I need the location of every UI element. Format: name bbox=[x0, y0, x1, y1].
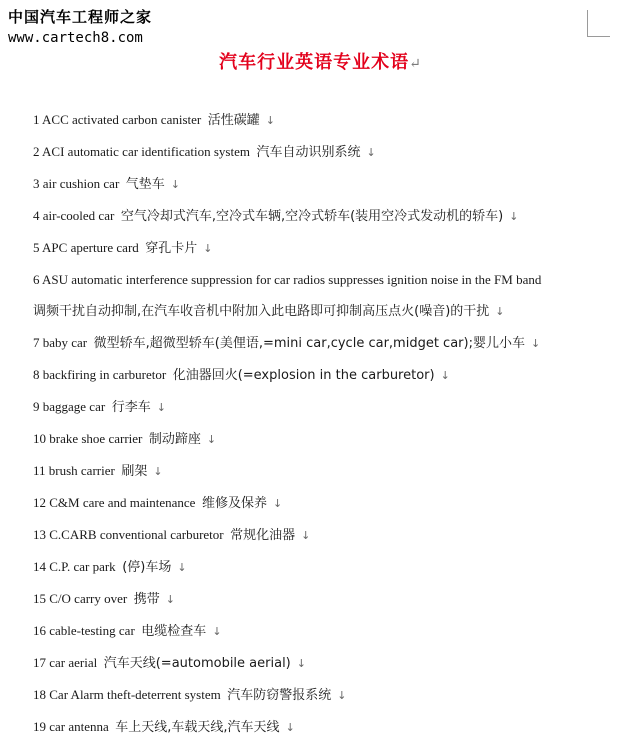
document-title bbox=[0, 48, 641, 74]
glossary-entry bbox=[33, 615, 633, 647]
entry-chinese: (停)车场 bbox=[122, 560, 172, 575]
glossary-entry bbox=[33, 423, 633, 455]
glossary-entry bbox=[33, 647, 633, 679]
entry-english: 12 C&M care and maintenance bbox=[33, 495, 196, 510]
glossary-entry bbox=[33, 711, 633, 743]
entry-english: 18 Car Alarm theft-deterrent system bbox=[33, 687, 221, 702]
line-break-mark-icon: ↓ bbox=[272, 497, 283, 510]
entry-english: 5 APC aperture card bbox=[33, 240, 139, 255]
entry-chinese: 车上天线,车载天线,汽车天线 bbox=[115, 720, 280, 735]
paragraph-mark-icon: ↵ bbox=[409, 56, 422, 72]
entry-english: 17 car aerial bbox=[33, 655, 98, 670]
glossary-entry bbox=[33, 359, 633, 391]
entry-chinese: 汽车自动识别系统 bbox=[256, 145, 361, 160]
glossary-entry bbox=[33, 295, 633, 327]
entry-chinese: 微型轿车,超微型轿车(美俚语,=mini car,cycle car,midget car);婴儿小车 bbox=[93, 336, 525, 351]
entry-english: 2 ACI automatic car identification system bbox=[33, 144, 250, 159]
line-break-mark-icon: ↓ bbox=[301, 529, 311, 542]
line-break-mark-icon: ↓ bbox=[212, 625, 222, 638]
glossary-list bbox=[33, 104, 633, 743]
line-break-mark-icon: ↓ bbox=[296, 657, 306, 670]
entry-chinese: 汽车防窃警报系统 bbox=[227, 688, 332, 703]
entry-english: 11 brush carrier bbox=[33, 463, 115, 478]
line-break-mark-icon: ↓ bbox=[495, 305, 505, 318]
line-break-mark-icon: ↓ bbox=[156, 401, 166, 414]
entry-english: 3 air cushion car bbox=[33, 176, 120, 191]
glossary-entry bbox=[33, 104, 633, 136]
line-break-mark-icon: ↓ bbox=[165, 593, 175, 606]
glossary-entry bbox=[33, 583, 633, 615]
line-break-mark-icon: ↓ bbox=[366, 146, 376, 159]
entry-english: 15 C/O carry over bbox=[33, 591, 128, 606]
entry-english: 8 backfiring in carburetor bbox=[33, 367, 167, 382]
glossary-entry bbox=[33, 519, 633, 551]
line-break-mark-icon: ↓ bbox=[177, 561, 187, 574]
entry-english: 10 brake shoe carrier bbox=[33, 431, 143, 446]
entry-chinese: 携带 bbox=[133, 592, 160, 607]
watermark-site-name: 中国汽车工程师之家 bbox=[8, 8, 153, 26]
entry-chinese: 化油器回火(=explosion in the carburetor) bbox=[172, 368, 435, 383]
glossary-entry bbox=[33, 679, 633, 711]
line-break-mark-icon: ↓ bbox=[509, 210, 519, 223]
entry-chinese: 常规化油器 bbox=[230, 528, 296, 543]
line-break-mark-icon: ↓ bbox=[440, 369, 450, 382]
glossary-entry bbox=[33, 455, 633, 487]
site-watermark bbox=[8, 6, 152, 46]
entry-chinese: 空气冷却式汽车,空冷式车辆,空冷式轿车(装用空冷式发动机的轿车) bbox=[120, 209, 504, 224]
entry-chinese: 气垫车 bbox=[125, 177, 165, 192]
entry-english: 7 baby car bbox=[33, 335, 88, 350]
glossary-entry bbox=[33, 551, 633, 583]
entry-chinese: 活性碳罐 bbox=[207, 113, 260, 128]
line-break-mark-icon: ↓ bbox=[153, 465, 163, 478]
entry-english: 13 C.CARB conventional carburetor bbox=[33, 527, 224, 542]
glossary-entry bbox=[33, 391, 633, 423]
entry-chinese: 制动蹄座 bbox=[148, 432, 201, 447]
title-text: 汽车行业英语专业术语 bbox=[219, 52, 410, 73]
entry-english: 19 car antenna bbox=[33, 719, 109, 734]
line-break-mark-icon: ↓ bbox=[265, 114, 275, 127]
entry-chinese: 汽车天线(=automobile aerial) bbox=[103, 656, 291, 671]
entry-english: 9 baggage car bbox=[33, 399, 106, 414]
entry-chinese: 行李车 bbox=[111, 400, 151, 415]
entry-chinese: 电缆检查车 bbox=[141, 624, 207, 639]
glossary-entry bbox=[33, 264, 633, 295]
glossary-entry bbox=[33, 487, 633, 519]
line-break-mark-icon: ↓ bbox=[203, 242, 213, 255]
glossary-entry bbox=[33, 168, 633, 200]
glossary-entry bbox=[33, 232, 633, 264]
glossary-entry bbox=[33, 200, 633, 232]
entry-english: 6 ASU automatic interference suppression for car radios suppresses ignition noise in the FM band bbox=[33, 272, 542, 287]
entry-chinese: 穿孔卡片 bbox=[145, 241, 198, 256]
entry-chinese: 维修及保养 bbox=[201, 496, 267, 511]
line-break-mark-icon: ↓ bbox=[285, 721, 295, 734]
entry-english: 1 ACC activated carbon canister bbox=[33, 112, 202, 127]
entry-chinese: 刷架 bbox=[121, 464, 148, 479]
line-break-mark-icon: ↓ bbox=[170, 178, 181, 191]
line-break-mark-icon: ↓ bbox=[337, 689, 347, 702]
margin-corner-mark bbox=[587, 10, 610, 37]
entry-chinese: 调频干扰自动抑制,在汽车收音机中附加入此电路即可抑制高压点火(噪音)的干扰 bbox=[33, 304, 490, 319]
entry-english: 16 cable-testing car bbox=[33, 623, 135, 638]
line-break-mark-icon: ↓ bbox=[206, 433, 217, 446]
glossary-entry bbox=[33, 327, 633, 359]
watermark-site-url: www.cartech8.com bbox=[8, 30, 143, 46]
line-break-mark-icon: ↓ bbox=[530, 337, 541, 350]
glossary-entry bbox=[33, 136, 633, 168]
entry-english: 14 C.P. car park bbox=[33, 559, 116, 574]
entry-english: 4 air-cooled car bbox=[33, 208, 115, 223]
